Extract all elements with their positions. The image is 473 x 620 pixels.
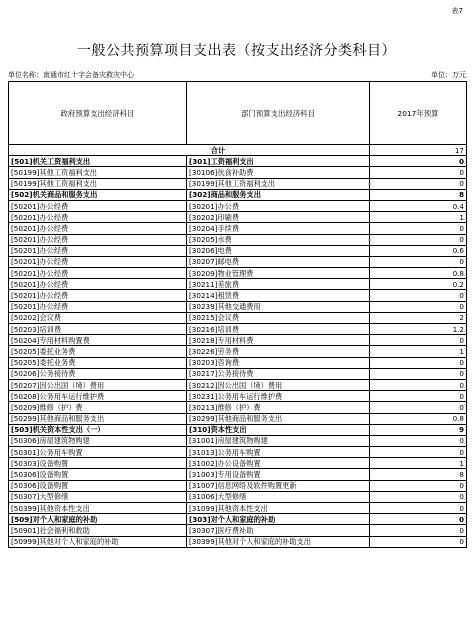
dept-category-cell: [30216]培训费	[187, 324, 370, 335]
unit-name: 单位名称：南通市红十字会备灾救灾中心	[8, 71, 134, 79]
total-label: 合计	[9, 145, 370, 156]
dept-category-cell: [30307]医疗费补助	[187, 525, 370, 536]
budget-value-cell: 2	[370, 312, 467, 323]
gov-category-cell: [50306]房屋建筑物购建	[9, 435, 187, 446]
gov-category-cell: [50204]专用材料购置费	[9, 335, 187, 346]
gov-category-cell: [50201]办公经费	[9, 245, 187, 256]
dept-category-cell: [31007]信息网络及软件购置更新	[187, 480, 370, 491]
table-row	[9, 324, 467, 335]
budget-value-cell: 0	[370, 536, 467, 547]
dept-category-cell: [30226]劳务费	[187, 346, 370, 357]
page-number: 表7	[451, 7, 463, 15]
gov-category-cell: [50206]公务接待费	[9, 368, 187, 379]
dept-category-cell: [30214]租赁费	[187, 290, 370, 301]
budget-value-cell: 0	[370, 178, 467, 189]
gov-category-cell: [50999]其他对个人和家庭的补助	[9, 536, 187, 547]
table-row	[9, 256, 467, 267]
budget-value-cell: 0	[370, 234, 467, 245]
dept-category-cell: [31003]专用设备购置	[187, 469, 370, 480]
budget-value-cell: 0	[370, 167, 467, 178]
gov-category-cell: [50205]委托业务费	[9, 346, 187, 357]
dept-category-cell: [30215]会议费	[187, 312, 370, 323]
table-row	[9, 189, 467, 200]
table-row	[9, 491, 467, 502]
table-row	[9, 469, 467, 480]
gov-category-cell: [50201]办公经费	[9, 200, 187, 211]
header-dept-economic-category: 部门预算支出经济科目	[187, 82, 370, 145]
gov-category-cell: [503]机关资本性支出（一）	[9, 424, 187, 435]
table-row	[9, 290, 467, 301]
table-row	[9, 312, 467, 323]
gov-category-cell: [509]对个人和家庭的补助	[9, 514, 187, 525]
gov-category-cell: [50306]设备购置	[9, 469, 187, 480]
gov-category-cell: [50307]大型修缮	[9, 491, 187, 502]
dept-category-cell: [30217]公务接待费	[187, 368, 370, 379]
dept-category-cell: [30218]专用材料费	[187, 335, 370, 346]
gov-category-cell: [50207]因公出国（境）费用	[9, 379, 187, 390]
table-row	[9, 178, 467, 189]
gov-category-cell: [50201]办公经费	[9, 212, 187, 223]
budget-value-cell: 0	[370, 503, 467, 514]
gov-category-cell: [50201]办公经费	[9, 234, 187, 245]
budget-value-cell: 1	[370, 212, 467, 223]
budget-value-cell: 0	[370, 435, 467, 446]
table-row	[9, 279, 467, 290]
gov-category-cell: [501]机关工资福利支出	[9, 156, 187, 167]
table-row	[9, 525, 467, 536]
header-gov-economic-category: 政府预算支出经济科目	[9, 82, 187, 145]
table-row	[9, 413, 467, 424]
budget-value-cell: 0	[370, 491, 467, 502]
dept-category-cell: [30205]水费	[187, 234, 370, 245]
dept-category-cell: [30299]其他商品和服务支出	[187, 413, 370, 424]
budget-value-cell: 0	[370, 525, 467, 536]
gov-category-cell: [50306]设备购置	[9, 480, 187, 491]
gov-category-cell: [50208]公务用车运行维护费	[9, 391, 187, 402]
gov-category-cell: [50301]公务用车购置	[9, 447, 187, 458]
dept-category-cell: [30213]维修（护）费	[187, 402, 370, 413]
gov-category-cell: [50201]办公经费	[9, 301, 187, 312]
gov-category-cell: [50209]维修（护）费	[9, 402, 187, 413]
table-row	[9, 268, 467, 279]
dept-category-cell: [30199]其他工资福利支出	[187, 178, 370, 189]
table-row	[9, 212, 467, 223]
dept-category-cell: [303]对个人和家庭的补助	[187, 514, 370, 525]
dept-category-cell: [30207]邮电费	[187, 256, 370, 267]
budget-value-cell: 0	[370, 156, 467, 167]
gov-category-cell: [50901]社会福利和救助	[9, 525, 187, 536]
dept-category-cell: [30212]因公出国（境）费用	[187, 379, 370, 390]
budget-value-cell: 0.8	[370, 413, 467, 424]
table-row	[9, 402, 467, 413]
budget-value-cell: 9	[370, 424, 467, 435]
budget-value-cell: 0	[370, 480, 467, 491]
gov-category-cell: [50203]培训费	[9, 324, 187, 335]
expenditure-table	[8, 81, 467, 548]
budget-value-cell: 8	[370, 469, 467, 480]
table-row	[9, 379, 467, 390]
table-row	[9, 357, 467, 368]
budget-value-cell: 0	[370, 447, 467, 458]
dept-category-cell: [302]商品和服务支出	[187, 189, 370, 200]
dept-category-cell: [30399]其他对个人和家庭的补助支出	[187, 536, 370, 547]
budget-value-cell: 0.2	[370, 279, 467, 290]
table-row	[9, 200, 467, 211]
budget-value-cell: 0.8	[370, 268, 467, 279]
gov-category-cell: [50201]办公经费	[9, 223, 187, 234]
budget-value-cell: 0	[370, 402, 467, 413]
gov-category-cell: [50199]其他工资福利支出	[9, 178, 187, 189]
total-row	[9, 145, 467, 156]
gov-category-cell: [50201]办公经费	[9, 268, 187, 279]
total-value: 17	[370, 145, 467, 156]
gov-category-cell: [50299]其他商品和服务支出	[9, 413, 187, 424]
dept-category-cell: [30209]物业管理费	[187, 268, 370, 279]
budget-value-cell: 0.6	[370, 245, 467, 256]
budget-value-cell: 0	[370, 379, 467, 390]
gov-category-cell: [50205]委托业务费	[9, 357, 187, 368]
budget-value-cell: 8	[370, 189, 467, 200]
table-row	[9, 458, 467, 469]
dept-category-cell: [31099]其他资本性支出	[187, 503, 370, 514]
table-row	[9, 536, 467, 547]
budget-value-cell: 0	[370, 357, 467, 368]
table-row	[9, 514, 467, 525]
gov-category-cell: [50199]其他工资福利支出	[9, 167, 187, 178]
table-row	[9, 480, 467, 491]
budget-value-cell: 0.4	[370, 200, 467, 211]
dept-category-cell: [31013]公务用车购置	[187, 447, 370, 458]
table-header-row	[9, 82, 467, 145]
table-row	[9, 156, 467, 167]
budget-value-cell: 0	[370, 391, 467, 402]
dept-category-cell: [30202]印刷费	[187, 212, 370, 223]
gov-category-cell: [50201]办公经费	[9, 279, 187, 290]
gov-category-cell: [50202]会议费	[9, 312, 187, 323]
dept-category-cell: [30239]其他交通费用	[187, 301, 370, 312]
dept-category-cell: [31002]办公设备购置	[187, 458, 370, 469]
table-row	[9, 424, 467, 435]
budget-value-cell: 1	[370, 346, 467, 357]
currency-unit: 单位：万元	[431, 71, 466, 79]
dept-category-cell: [30203]咨询费	[187, 357, 370, 368]
table-row	[9, 234, 467, 245]
budget-value-cell: 0	[370, 301, 467, 312]
budget-value-cell: 0	[370, 368, 467, 379]
budget-value-cell: 0	[370, 223, 467, 234]
dept-category-cell: [31001]房屋建筑物购建	[187, 435, 370, 446]
gov-category-cell: [502]机关商品和服务支出	[9, 189, 187, 200]
budget-value-cell: 0	[370, 290, 467, 301]
dept-category-cell: [30211]差旅费	[187, 279, 370, 290]
dept-category-cell: [30231]公务用车运行维护费	[187, 391, 370, 402]
table-row	[9, 503, 467, 514]
dept-category-cell: [30201]办公费	[187, 200, 370, 211]
table-row	[9, 167, 467, 178]
dept-category-cell: [30204]手续费	[187, 223, 370, 234]
gov-category-cell: [50201]办公经费	[9, 256, 187, 267]
table-row	[9, 447, 467, 458]
gov-category-cell: [50201]办公经费	[9, 290, 187, 301]
table-row	[9, 368, 467, 379]
budget-value-cell: 0	[370, 335, 467, 346]
table-row	[9, 301, 467, 312]
header-budget-2017: 2017年预算	[370, 82, 467, 145]
table-row	[9, 346, 467, 357]
gov-category-cell: [50399]其他资本性支出	[9, 503, 187, 514]
table-row	[9, 391, 467, 402]
table-row	[9, 245, 467, 256]
budget-value-cell: 0	[370, 514, 467, 525]
table-row	[9, 335, 467, 346]
budget-value-cell: 1	[370, 458, 467, 469]
gov-category-cell: [50303]设备购置	[9, 458, 187, 469]
table-row	[9, 223, 467, 234]
dept-category-cell: [31006]大型修缮	[187, 491, 370, 502]
budget-value-cell: 1.2	[370, 324, 467, 335]
table-row	[9, 435, 467, 446]
report-title: 一般公共预算项目支出表（按支出经济分类科目）	[77, 43, 396, 59]
budget-value-cell: 0	[370, 256, 467, 267]
dept-category-cell: [301]工资福利支出	[187, 156, 370, 167]
dept-category-cell: [310]资本性支出	[187, 424, 370, 435]
dept-category-cell: [30206]电费	[187, 245, 370, 256]
dept-category-cell: [30106]伙食补助费	[187, 167, 370, 178]
